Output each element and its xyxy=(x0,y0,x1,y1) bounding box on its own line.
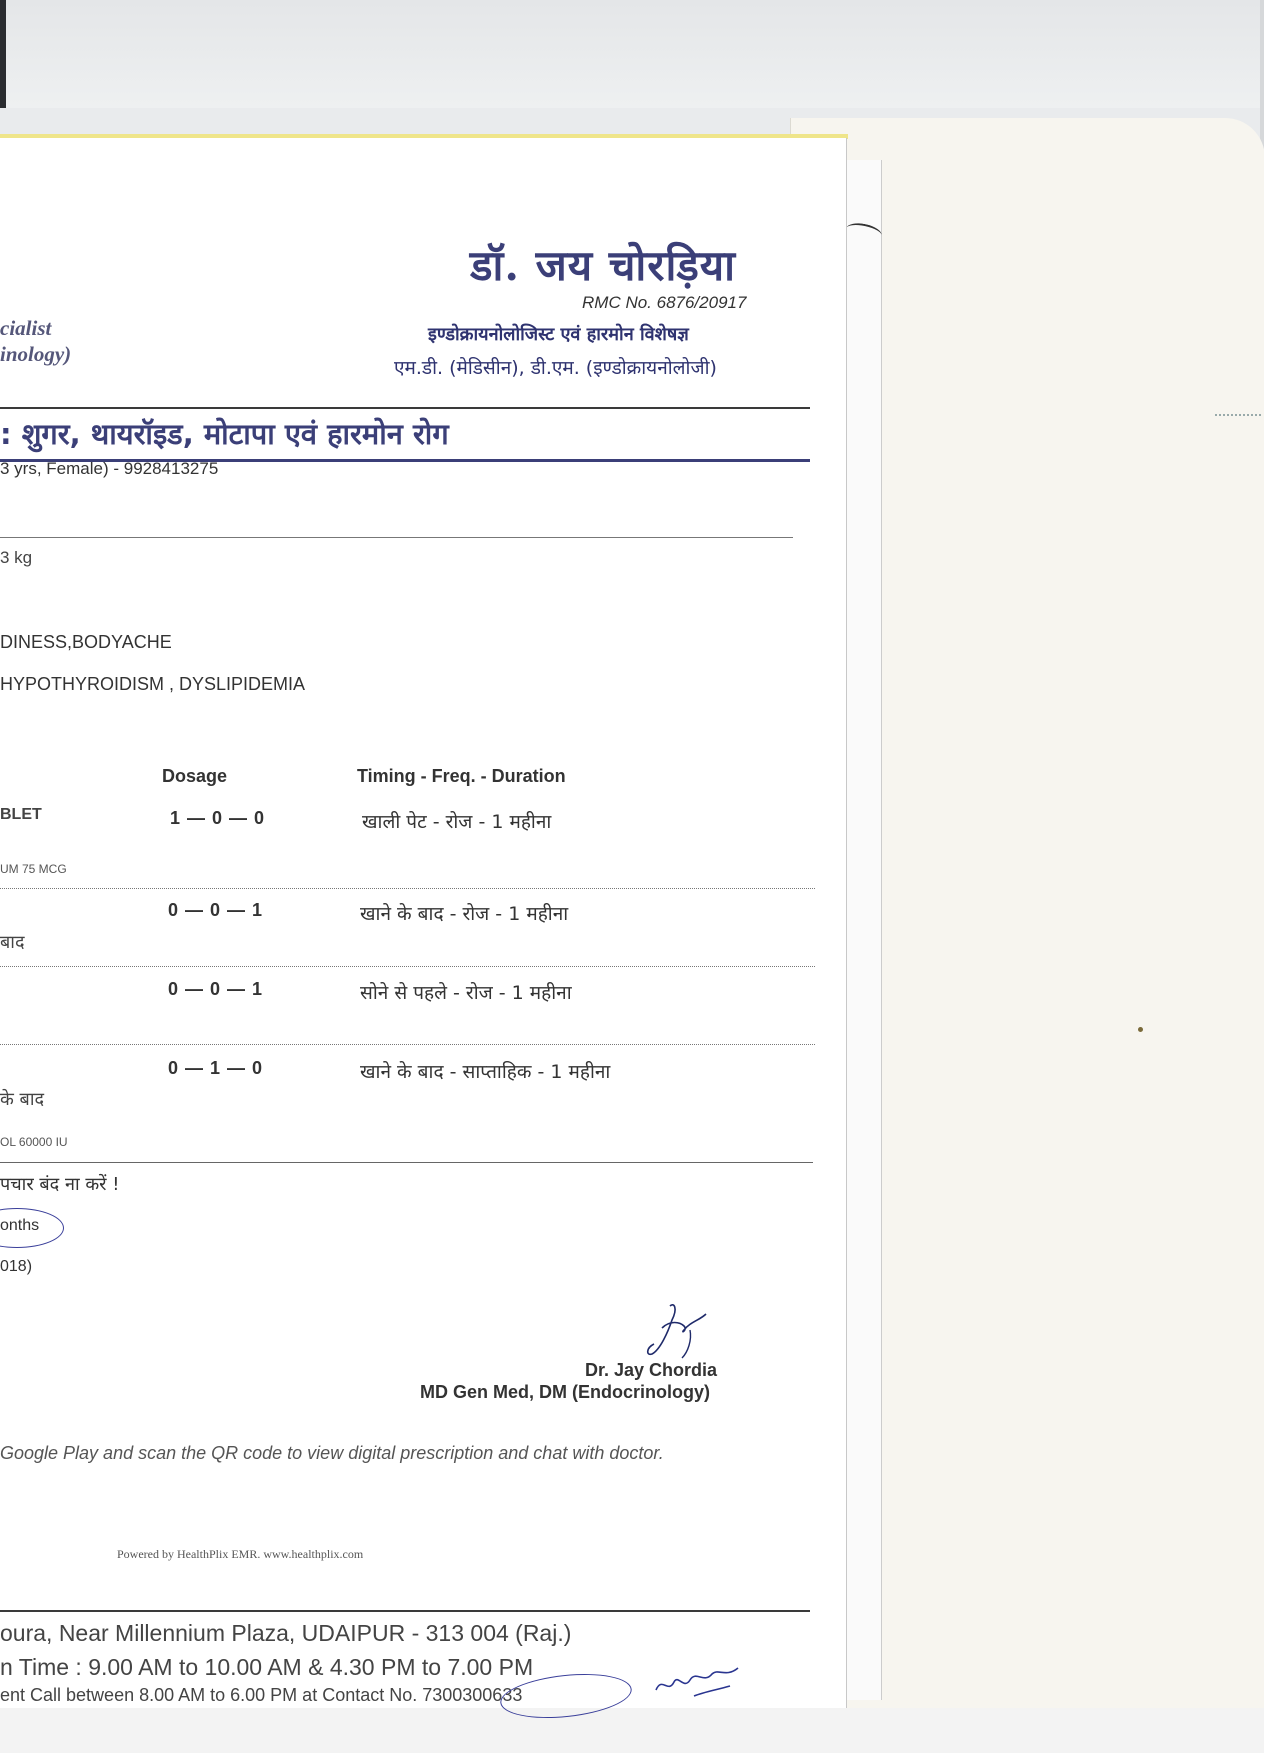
row-divider xyxy=(0,1044,815,1045)
timing-value: खाली पेट - रोज - 1 महीना xyxy=(362,811,552,833)
qualification-hindi: एम.डी. (मेडिसीन), डी.एम. (इण्डोक्रायनोलोजी) xyxy=(394,357,717,379)
signature-image xyxy=(640,1300,720,1360)
footer-divider xyxy=(0,1610,810,1612)
medicine-note: बाद xyxy=(0,932,25,953)
patient-info: 3 yrs, Female) - 9928413275 xyxy=(0,459,219,478)
followup-duration: onths xyxy=(0,1217,40,1234)
medicine-name: BLET xyxy=(0,806,42,823)
column-header-timing: Timing - Freq. - Duration xyxy=(357,766,566,786)
table-end-divider xyxy=(0,1162,813,1163)
speck xyxy=(1138,1027,1143,1032)
scan-dark-edge xyxy=(0,0,6,108)
rmc-number: RMC No. 6876/20917 xyxy=(582,293,747,312)
doctor-name: Dr. Jay Chordia xyxy=(585,1360,718,1380)
timing-value: खाने के बाद - साप्ताहिक - 1 महीना xyxy=(360,1061,611,1083)
pen-scribble-mark xyxy=(654,1660,744,1700)
medicine-composition: OL 60000 IU xyxy=(0,1135,68,1149)
patient-vitals: 3 kg xyxy=(0,548,33,567)
scan-background-top xyxy=(0,0,1264,108)
column-header-dosage: Dosage xyxy=(162,766,228,786)
medicine-note: के बाद xyxy=(0,1089,45,1110)
row-divider xyxy=(0,966,815,967)
app-instructions: Google Play and scan the QR code to view digital prescription and chat with doctor. xyxy=(0,1443,664,1463)
patient-divider xyxy=(0,537,793,538)
timing-value: खाने के बाद - रोज - 1 महीना xyxy=(360,903,569,925)
clinic-address: oura, Near Millennium Plaza, UDAIPUR - 313 004 (Raj.) xyxy=(0,1620,572,1646)
clinic-timing: n Time : 9.00 AM to 10.00 AM & 4.30 PM to 7.00 PM xyxy=(0,1654,534,1680)
specialist-line-1: cialist xyxy=(0,316,52,340)
header-divider xyxy=(0,407,810,409)
dosage-value: 0 — 0 — 1 xyxy=(168,979,264,999)
row-divider xyxy=(0,888,815,889)
diagnosis: HYPOTHYROIDISM , DYSLIPIDEMIA xyxy=(0,674,306,694)
dosage-value: 1 — 0 — 0 xyxy=(170,808,266,828)
dosage-value: 0 — 1 — 0 xyxy=(168,1058,264,1078)
specialist-line-2: inology) xyxy=(0,342,72,366)
scan-bottom-band xyxy=(0,1708,1264,1753)
followup-year: 018) xyxy=(0,1258,33,1275)
contact-info: ent Call between 8.00 AM to 6.00 PM at Contact No. 7300300633 xyxy=(0,1685,523,1705)
medicine-composition: UM 75 MCG xyxy=(0,862,67,876)
dosage-value: 0 — 0 — 1 xyxy=(168,900,264,920)
doctor-qualification: MD Gen Med, DM (Endocrinology) xyxy=(420,1382,710,1402)
designation-hindi: इण्डोक्रायनोलोजिस्ट एवं हारमोन विशेषज्ञ xyxy=(428,324,689,345)
doctor-name-hindi: डॉ. जय चोरड़िया xyxy=(470,241,737,290)
advice-note: पचार बंद ना करें ! xyxy=(0,1174,120,1195)
powered-by: Powered by HealthPlix EMR. www.healthplix.com xyxy=(117,1547,364,1561)
timing-value: सोने से पहले - रोज - 1 महीना xyxy=(360,982,572,1004)
specialty-banner: : शुगर, थायरॉइड, मोटापा एवं हारमोन रोग xyxy=(0,417,449,451)
folder-mark xyxy=(1215,414,1261,416)
complaints: DINESS,BODYACHE xyxy=(0,632,172,652)
